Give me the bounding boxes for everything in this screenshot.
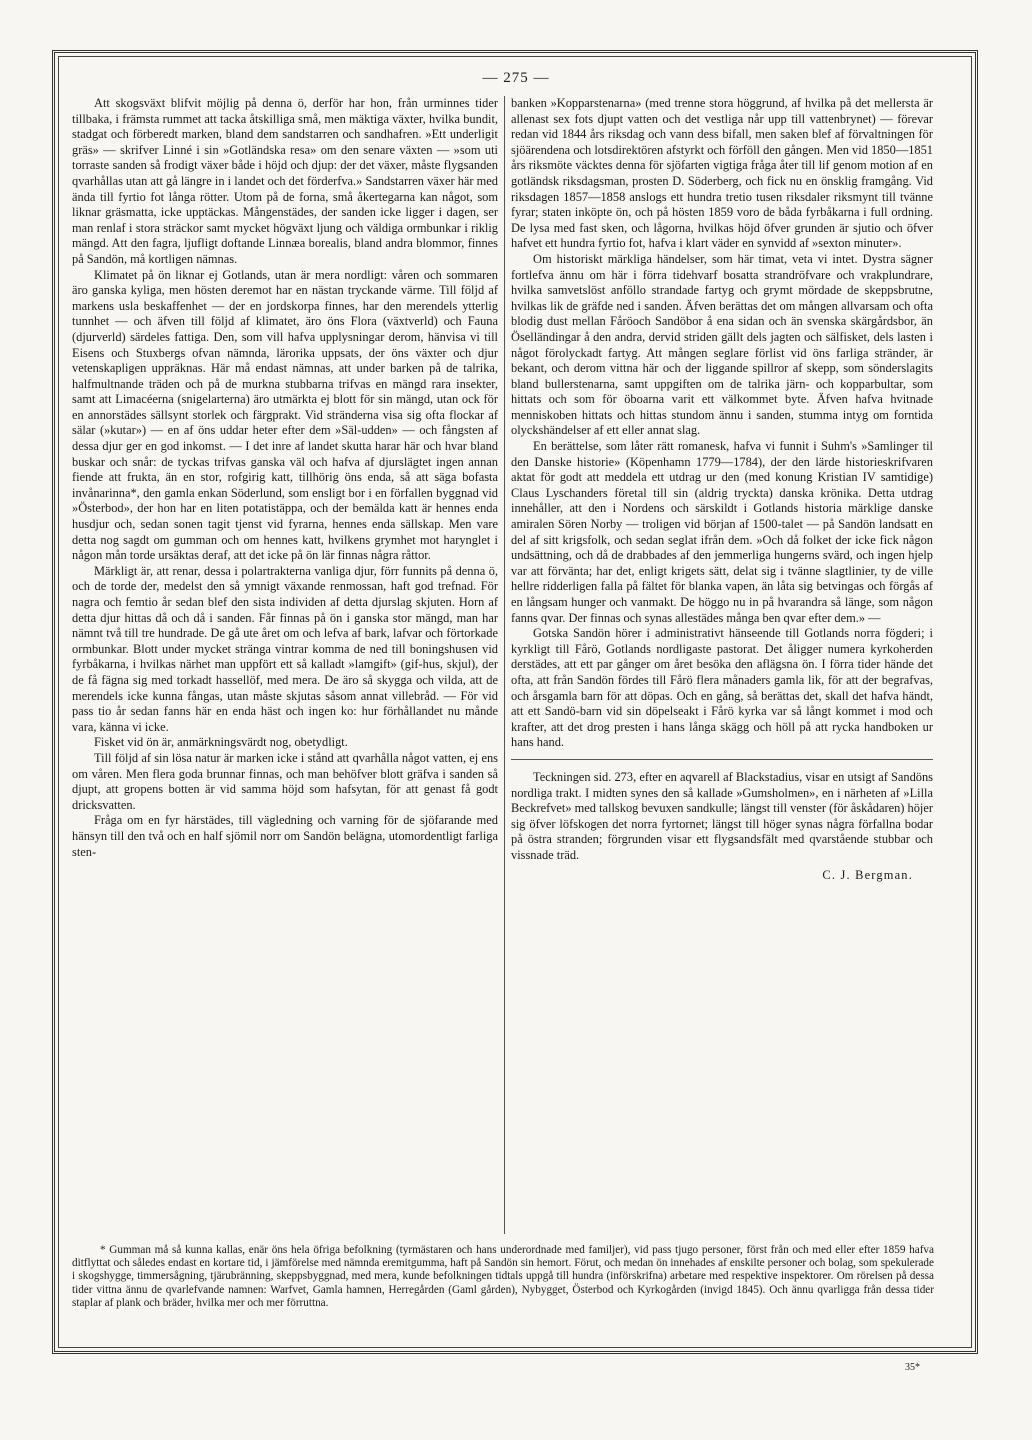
paragraph: Om historiskt märkliga händelser, som här timat, veta vi intet. Dystra sägner fortlefva ännu om här i förra tidehvarf bosatta strandröfvare och vrakplundrare, hvilka samvetslöst anföllo strandade fartyg och grymt mördade de skeppsbrutne, hvilkas lik de gräfde ned i sanden. Äfven berättas det om mången allvarsam och ofta blodig dust mellan Fåröoch Sandöbor å ena sidan och än svenska skärgårdsbor, än Öselländingar å den andra, dervid striden gällt dels jagten och sälfisket, dels lasten i något förolyckadt fartyg. Att mången seglare förlist vid öns farliga stränder, är bekant, och derom vittna här och der liggande spillror af skepp, som sönderslagits bland bullerstenarna, samt uppgiften om de talrika järn- och kopparbultar, som hittats och som för öboarna varit ett välkommet byte. Äfven hafva hvitnade menniskoben hittats och hittas stundom ännu i sanden, stumma intyg om forntida olyckshändelser af ett eller annat slag. [511, 251, 933, 438]
paragraph: Gotska Sandön hörer i administrativt hänseende till Gotlands norra fögderi; i kyrkligt till Fårö, Gotlands nordligaste pastorat. Det åligger numera kyrkoherden derstädes, att ett par gånger om året besöka den aflägsna ön. I förra tider hände det ofta, att från Sandön fördes till Fårö flera månaders gamla lik, för att der begrafvas, och årsgamla barn för att döpas. Och en gång, så berättas det, skall det hafva händt, att ett Sandö-barn vid sin döpelseakt i Fårö kyrka var så långt kommet i mod och krafter, att det drog presten i hans långa skägg och höll på att rycka handboken ur hans hand. [511, 626, 933, 750]
paragraph: Klimatet på ön liknar ej Gotlands, utan är mera nordligt: våren och sommaren äro ganska kyliga, men hösten deremot har en nästan tryckande värme. Till följd af markens usla beskaffenhet — der en jordskorpa finnes, har den merendels ytterlig tunnhet — och äfven till följd af klimatet, äro öns Flora (växtverld) och Fauna (djurverld) särdeles fattiga. Den, som vill hafva upplysningar derom, hänvisa vi till Eisens och Stuxbergs ofvan nämnda, lärorika uppsats, der öns växter och djur vetenskapligen uppräknas. Här må endast nämnas, att under barken på de talrika, halfmultnande träden och på de murkna stubbarna trifvas en mängd rara insekter, samt att Limacéerna (snigelarterna) äro utmärkta ej blott för sin mängd, utan ock för en annorstädes sällsynt storlek och färgprakt. Vid stränderna visa sig ofta flockar af sälar (»kutar») — en af öns uddar heter efter dem »Säl-udden» — och fångsten af dessa djur ger en god inkomst. — I det inre af landet skutta harar här och hvar bland buskar och snår: de tyckas trifvas ganska väl och hafva af djurslägtet ingen annan fiende att frukta, än en stor, rofgirig katt, tillhörig öns enda, så att säga bofasta invånarinna*, den gamla enkan Söderlund, som ensligt bor i en förfallen byggnad vid »Österbod», der hon har en liten potatistäppa, och der bemälda katt är hennes enda husdjur och, sedan sonen tagit tjenst vid fyrarna, hennes enda sällskap. Men vare detta nog sagdt om gumman och om hennes katt, hvilkens grymhet mot harynglet i någon mån torde ursäktas deraf, att det icke på ön lär finnas några råttor. [72, 267, 498, 563]
page-number: — 275 — [482, 70, 550, 86]
section-rule [511, 759, 933, 760]
sheet-mark: 35* [905, 1362, 920, 1373]
paragraph: banken »Kopparstenarna» (med trenne stora höggrund, af hvilka på det mellersta är allenast sex fots djupt vatten och det vestliga når upp till vattenbrynet) — förevar redan vid 1844 års riksdag och vann dess bifall, men saken blef af förvaltningen för sjöärendena och lotsdirektören afstyrkt och förföll den gången. Men vid 1850—1851 års riksmöte väcktes denna för sjöfarten vigtiga fråga åter till lif genom motion af en gotländsk riksdagsman, prosten D. Söderberg, och fick nu en önsklig framgång. Vid riksdagen 1857—1858 anslogs ett hundra tretio tusen riksdaler riksmynt till tvänne fyrar; staten inköpte ön, och på hösten 1859 voro de båda fyrbåkarna i full ordning. De lysa med fast sken, och lågorna, hvilkas höjd öfver grunden är sjutio och öfver hafvet ett hundra fyrtio fot, hafva i klart väder en synvidd af »sexton minuter». [511, 96, 933, 251]
paragraph: Märkligt är, att renar, dessa i polartrakterna vanliga djur, förr funnits på denna ö, och de torde der, medelst den så ymnigt växande renmossan, haft god trefnad. För nagra och femtio år sedan blef den sista individen af detta djurslag skjuten. Horn af detta djur hittas då och då i sanden. Får finnas på ön i ganska stor mängd, man har nämnt två till tre hundrade. De gå ute året om och lefva af bark, lafvar och förtorkade ormbunkar. Blott under mycket stränga vintrar komma de ned till boningshusen vid fyrbåkarna, i hvilkas närhet man uppfört ett så kalladt »lamgift» (gif-hus, skjul), der de få fägna sig med torkadt hassellöf, med mera. De äro så skygga och vilda, att de merendels icke kunna fångas, utan måste skjutas såsom annat villebråd. — För vid pass tio år sedan fanns här en enda häst och ingen ko: hur förhållandet nu månde vara, känna vi icke. [72, 563, 498, 734]
footnote-text: * Gumman må så kunna kallas, enär öns hela öfriga befolkning (tyrmästaren och hans underordnade med familjer), vid pass tjugo personer, först från och med eller efter 1859 hafva ditflyttat och således endast en kortare tid, i jämförelse med nämnda eremitgumma, haft på Sandön sin hemort. Förut, och medan ön innehades af enskilte personer och bolag, som spekulerade i skogshygge, timmersågning, tjärubränning, skeppsbyggnad, med mera, kunde befolkningen tidtals uppgå till hundra (införskrifna) arbetare med respektive inspektorer. Om rörelsen på dessa tider vittna ännu de qvarlefvande namnen: Warfvet, Gamla hamnen, Herregården (Gaml gården), Nybygget, Österbod och Kyrkogården (invigd 1845). Och ännu qvarligga från dessa tider staplar af plank och bräder, hvilka mer och mer förruttna. [72, 1244, 934, 1309]
paragraph: Att skogsväxt blifvit möjlig på denna ö, derför har hon, från urminnes tider tillbaka, i främsta rummet att tacka åtskilliga små, men mäktiga växter, hvilka bundit, stadgat och förberedt marken, bland dem sandstarren och sandhafren. »Ett underligit gräs» — skrifver Linné i sin »Gotländska resa» om den senare växten — »som uti torraste sanden så frodigt växer både i höjd och djup: der det växer, måste flygsanden qvarhållas utan att gå längre in i landet och det förderfva.» Sandstarren växer här med ända till fyrtio fot långa rötter. Utom på de forna, små åkertegarna kan något, som liknar gräsmatta, icke upptäckas. Mångenstädes, der sanden icke ligger i dagen, ser man renlaf i stora sträckor samt mycket högväxt ljung och väldiga ormbunkar i riklig mängd. Att den fagra, ljufligt doftande Linnæa borealis, bland andra blommor, finnes på Sandön, må kortligen nämnas. [72, 96, 498, 266]
author-signature: C. J. Bergman. [822, 867, 913, 882]
illustration-note: Teckningen sid. 273, efter en aqvarell af Blackstadius, visar en utsigt af Sandöns nordliga trakt. I midten synes den så kallade »Gumsholmen», en i närheten af »Lilla Beckrefvet» med tallskog bevuxen sandkulle; längst till venster (för åskådaren) höjer sig öfver löfskogen det norra fyrtornet; längst till höger synas några förfallna bodar på östra stranden; förgrunden visar ett flygsandsfält med qvarstående stubbar och vissnade träd. [511, 769, 933, 862]
left-column [72, 96, 498, 860]
paragraph: Fisket vid ön är, anmärkningsvärdt nog, obetydligt. [94, 735, 348, 750]
paragraph: En berättelse, som låter rätt romanesk, hafva vi funnit i Suhm's »Samlinger til den Danske historie» (Köpenhamn 1779—1784), der den lärde historieskrifvaren aktat för godt att meddela ett utdrag ur den (med konung Kristian IV samtidige) Claus Lyschanders företal till sin (aldrig tryckta) danska krönika. Detta utdrag innehåller, att den i Nordens och särskildt i Gotlands historia märklige danske amiralen Sören Norby — troligen vid början af 1500-talet — på Sandön landsatt en del af sitt krigsfolk, och sedan seglat ifrån dem. »Och då folket der icke fick någon undsättning, och då de drabbades af den jemmerliga hungerns svärd, och ingen hjelp var att förvänta; har det, enligt krigets sätt, delat sig i tvänne slagtlinier, ty de ville hellre ridderligen falla på fältet för blanka vapen, än låta sig betvingas och förgås af en långsam hunger och vanmakt. De höggo nu in på hvarandra så länge, som någon fanns qvar. Der finnas och synas allestädes många ben qvar efter dem.» — [511, 439, 933, 625]
footnote [72, 1244, 934, 1310]
paragraph: Fråga om en fyr härstädes, till vägledning och varning för de sjöfarande med hänsyn till den två och en half sjömil norr om Sandön belägna, utomordentligt farliga sten- [72, 813, 498, 859]
paragraph: Till följd af sin lösa natur är marken icke i stånd att qvarhålla något vatten, ej ens om våren. Men flera goda brunnar finnas, och man behöfver blott gräfva i sanden så djupt, att gropens botten är vid samma höjd som hafsytan, för att genast få godt dricksvatten. [72, 750, 498, 812]
right-column [511, 96, 933, 883]
column-divider [504, 96, 505, 1234]
